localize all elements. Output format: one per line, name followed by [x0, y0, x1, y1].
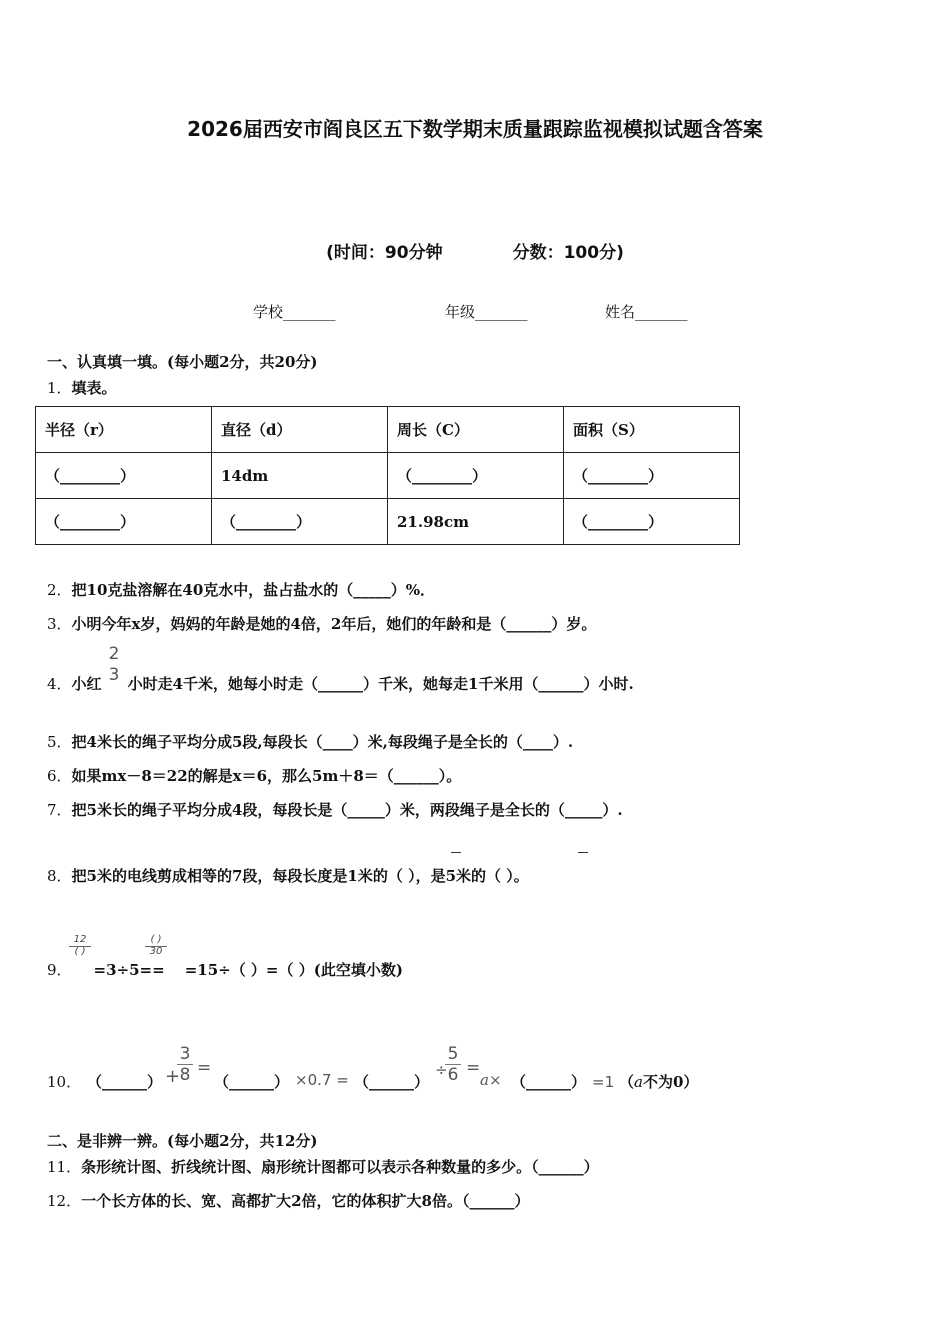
table-cell: （________） — [212, 499, 388, 545]
name-field: 姓名_______ — [605, 303, 688, 321]
question-text: 把5米的电线剪成相等的7段，每段长度是1米的（ ），是5米的（ ）。 — [71, 867, 529, 885]
question-4 — [47, 673, 634, 694]
question-11 — [47, 1156, 599, 1177]
fraction-denominator: 30 — [149, 946, 163, 957]
question-6 — [47, 765, 461, 786]
question-text: 条形统计图、折线统计图、扇形统计图都可以表示各种数量的多少。（______） — [81, 1158, 599, 1176]
fraction-two-thirds — [104, 646, 124, 684]
times-0-7: ×0.7 = — [295, 1071, 349, 1089]
fraction-numerator: 3 — [177, 1046, 193, 1065]
question-1 — [47, 377, 117, 398]
question-number: 1． — [47, 379, 72, 397]
question-prefix: 小红 — [71, 675, 102, 693]
fraction-numerator: ( ) — [145, 935, 167, 947]
fraction-three-eighths — [177, 1046, 193, 1084]
fraction-denominator: 3 — [108, 665, 120, 685]
fraction-five-sixths — [445, 1046, 461, 1084]
question-mid: =3÷5== — [93, 961, 165, 979]
table-header-cell: 直径（d） — [212, 407, 388, 453]
question-number: 6． — [47, 767, 72, 785]
table-cell: 21.98cm — [388, 499, 564, 545]
question-7 — [47, 799, 623, 820]
fraction-denominator: 6 — [447, 1065, 459, 1085]
table-cell: 14dm — [212, 453, 388, 499]
table-header-row — [36, 407, 740, 453]
fraction-denominator: ( ) — [74, 946, 86, 957]
blank-1: （______） — [87, 1073, 163, 1091]
fraction-numerator: 12 — [69, 935, 91, 947]
question-8 — [47, 865, 529, 886]
equals-sign: = — [197, 1058, 212, 1078]
document-title: 2026届西安市阎良区五下数学期末质量跟踪监视模拟试题含答案 — [187, 117, 763, 141]
question-text: 把4米长的绳子平均分成5段,每段长（____）米,每段绳子是全长的（____）. — [71, 733, 574, 751]
question-number: 3． — [47, 615, 72, 633]
fraction-denominator: 8 — [179, 1065, 191, 1085]
table-row — [36, 453, 740, 499]
table-cell: （________） — [36, 499, 212, 545]
plus-sign: + — [165, 1066, 181, 1087]
exam-info — [0, 238, 950, 263]
question-number: 12． — [47, 1192, 82, 1210]
fraction-blank-over-30 — [145, 935, 167, 957]
question-text: 填表。 — [71, 379, 117, 397]
blank-4: （______） — [511, 1073, 587, 1091]
circle-table — [35, 406, 740, 545]
question-number: 7． — [47, 801, 72, 819]
note-a-not-zero — [619, 1071, 698, 1092]
question-text: =15÷（ ）=（ ）(此空填小数) — [184, 961, 403, 979]
exam-time: (时间：90分钟 — [326, 243, 443, 263]
question-5 — [47, 731, 573, 752]
blank-3: （______） — [354, 1073, 430, 1091]
section-2-heading: 二、是非辨一辨。(每小题2分，共12分) — [47, 1132, 318, 1150]
table-row — [36, 499, 740, 545]
question-number: 11． — [47, 1158, 82, 1176]
note-rest: 不为0） — [642, 1073, 699, 1091]
question-12 — [47, 1190, 529, 1211]
question-9 — [47, 959, 403, 980]
equals-sign-2: = — [466, 1058, 481, 1078]
question-number: 2． — [47, 581, 72, 599]
question-10-number — [47, 1071, 81, 1092]
question-text: 小明今年x岁，妈妈的年龄是她的4倍，2年后，她们的年龄和是（______）岁。 — [71, 615, 597, 633]
question-text: 小时走4千米，她每小时走（______）千米，她每走1千米用（______）小时. — [127, 675, 634, 693]
table-cell: （________） — [564, 453, 740, 499]
question-number: 9． — [47, 961, 72, 979]
blank-dash — [451, 852, 461, 853]
school-field: 学校_______ — [253, 303, 336, 321]
table-header-cell: 面积（S） — [564, 407, 740, 453]
divide-sign: ÷ — [435, 1061, 448, 1079]
note-variable: a — [634, 1073, 643, 1091]
question-text: 把5米长的绳子平均分成4段，每段长是（_____）米，两段绳子是全长的（_____）. — [71, 801, 623, 819]
question-number: 10． — [47, 1073, 82, 1091]
blank-dash — [578, 852, 588, 853]
question-text: 一个长方体的长、宽、高都扩大2倍，它的体积扩大8倍。（______） — [81, 1192, 530, 1210]
blank-2: （______） — [214, 1073, 290, 1091]
question-text: 把10克盐溶解在40克水中，盐占盐水的（_____）%． — [71, 581, 436, 599]
fraction-numerator: 5 — [445, 1046, 461, 1065]
question-2 — [47, 579, 435, 600]
table-header-cell: 周长（C） — [388, 407, 564, 453]
question-number: 5． — [47, 733, 72, 751]
a-times: a× — [480, 1071, 502, 1089]
question-number: 4． — [47, 675, 72, 693]
grade-field: 年级_______ — [445, 303, 528, 321]
fraction-12-over-blank — [69, 935, 91, 957]
exam-score: 分数：100分) — [512, 243, 624, 263]
section-1-heading: 一、认真填一填。(每小题2分，共20分) — [47, 353, 318, 371]
table-cell: （________） — [36, 453, 212, 499]
question-text: 如果mx－8＝22的解是x＝6，那么5m＋8＝（______）。 — [71, 767, 462, 785]
equals-one: =1 — [592, 1073, 615, 1091]
table-cell: （________） — [388, 453, 564, 499]
table-header-cell: 半径（r） — [36, 407, 212, 453]
fraction-numerator: 2 — [108, 644, 120, 664]
table-cell: （________） — [564, 499, 740, 545]
question-3 — [47, 613, 596, 634]
note-open: （ — [619, 1073, 635, 1091]
question-number: 8． — [47, 867, 72, 885]
